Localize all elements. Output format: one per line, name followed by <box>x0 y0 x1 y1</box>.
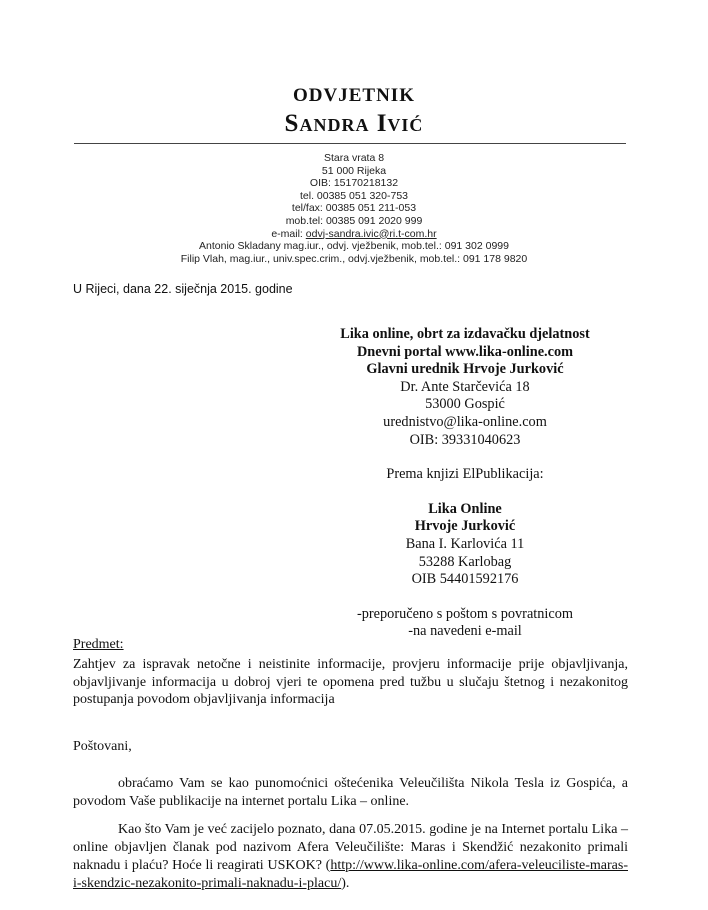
paragraph-2-end: ). <box>341 876 350 891</box>
email-label: e-mail: <box>271 227 303 240</box>
associate-1: Antonio Skladany mag.iur., odvj. vježbenik, mob.tel.: 091 302 0999 <box>199 240 509 253</box>
article-link[interactable]: http://www.lika-online.com/afera-veleuciliste-maras-i-skendzic-nezakonito-primali-naknadu-i-placu/ <box>73 858 628 891</box>
telephone: tel. 00385 051 320-753 <box>299 189 408 202</box>
recipient-block <box>300 326 630 641</box>
body-paragraph-2 <box>73 821 628 893</box>
letterhead-title: ODVJETNIK <box>293 85 415 106</box>
subject-label: Predmet: <box>73 637 124 652</box>
body-paragraph-1: obraćamo Vam se kao punomoćnici oštećenika Veleučilišta Nikola Tesla iz Gospića, a povodom Vaše publikacije na internet portalu Lika – online. <box>73 776 628 809</box>
recipient-oib: OIB: 39331040623 <box>409 431 521 448</box>
letterhead-contact-block <box>0 152 708 265</box>
recipient-company: Lika online, obrt za izdavačku djelatnost <box>340 326 590 342</box>
email-link[interactable]: odvj-sandra.ivic@ri.t-com.hr <box>305 227 437 240</box>
publication-oib: OIB 54401592176 <box>411 571 519 588</box>
mobile-phone: mob.tel: 00385 091 2020 999 <box>285 214 423 227</box>
letterhead-divider <box>74 143 626 144</box>
paragraph-2-text: Kao što Vam je već zacijelo poznato, dana 07.05.2015. godine je na Internet portalu Lika – online objavljen članak pod nazivom Afera Veleučilište: Maras i Skendžić nezakonito primali naknadu i plaću? Hoće li reagirati USKOK? ( <box>73 822 628 873</box>
recipient-city: 53000 Gospić <box>425 396 505 413</box>
publication-street: Bana I. Karlovića 11 <box>405 535 525 552</box>
recipient-portal: Dnevni portal www.lika-online.com <box>356 343 574 360</box>
recipient-email: urednistvo@lika-online.com <box>383 413 547 430</box>
associate-2: Filip Vlah, mag.iur., univ.spec.crim., odvj.vježbenik, mob.tel.: 091 178 9820 <box>180 252 528 265</box>
publication-city: 53288 Karlobag <box>418 553 512 570</box>
place-date: U Rijeci, dana 22. siječnja 2015. godine <box>73 282 293 296</box>
tel-fax: tel/fax: 00385 051 211-053 <box>291 202 417 215</box>
publication-name: Lika Online <box>428 500 502 517</box>
publication-person: Hrvoje Jurković <box>414 518 516 535</box>
email-row <box>0 228 708 241</box>
salutation: Poštovani, <box>73 739 132 754</box>
registry-note: Prema knjizi ElPublikacija: <box>386 466 544 483</box>
delivery-method-1: -preporučeno s poštom s povratnicom <box>357 605 573 622</box>
recipient-editor: Glavni urednik Hrvoje Jurković <box>366 361 564 378</box>
oib: OIB: 15170218132 <box>309 177 399 190</box>
delivery-method-2: -na navedeni e-mail <box>408 623 522 640</box>
letterhead-name: Sandra Ivić <box>284 110 424 137</box>
address-street: Stara vrata 8 <box>323 152 385 164</box>
address-city: 51 000 Rijeka <box>321 164 387 177</box>
subject-text: Zahtjev za ispravak netočne i neistinite informacije, provjeru informacije prije objavljivanja, objavljivanje informacija u dobroj vjeri te opomena pred tužbu u slučaju štetnog i nezakonitog postupanja povodom objavljivanja informacija <box>73 657 628 708</box>
recipient-street: Dr. Ante Starčevića 18 <box>400 378 530 395</box>
